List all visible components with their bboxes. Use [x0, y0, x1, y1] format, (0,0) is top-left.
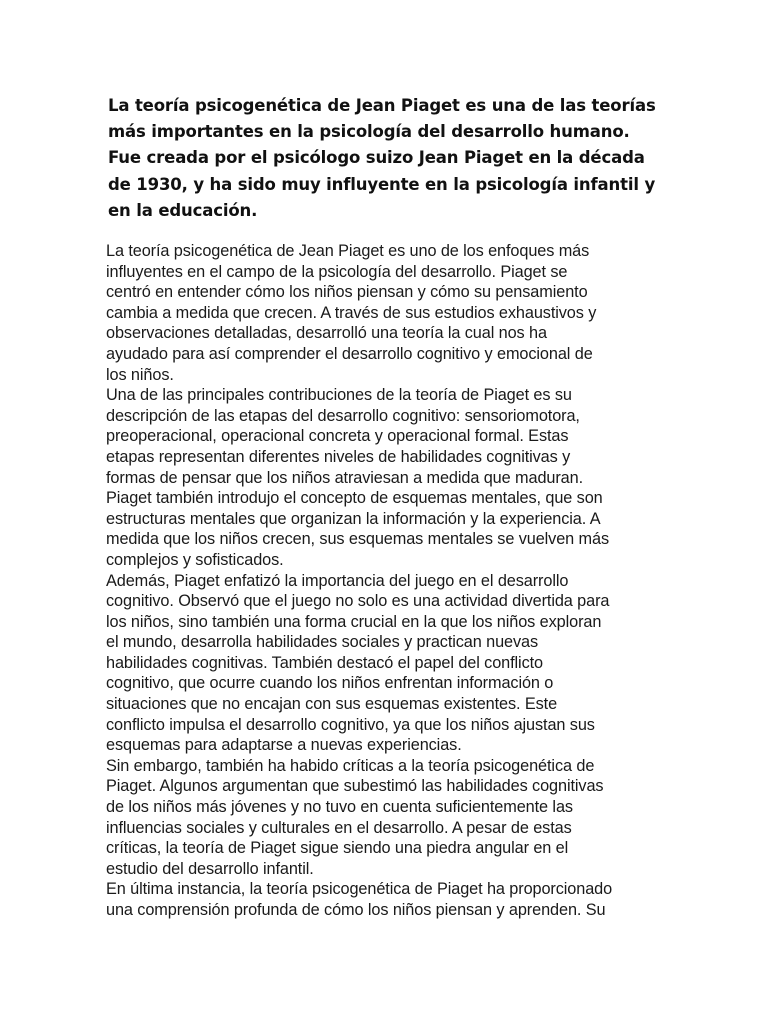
body-line: críticas, la teoría de Piaget sigue siendo una piedra angular en el — [106, 839, 569, 858]
body-line: el mundo, desarrolla habilidades sociales y practican nuevas — [106, 633, 539, 652]
body-line: cognitivo, que ocurre cuando los niños enfrentan información o — [106, 674, 554, 693]
body-line: Una de las principales contribuciones de la teoría de Piaget es su — [106, 386, 572, 405]
body-line: estructuras mentales que organizan la información y la experiencia. A — [106, 509, 601, 528]
body-line: Piaget. Algunos argumentan que subestimó las habilidades cognitivas — [106, 777, 604, 796]
intro-line: de 1930, y ha sido muy influyente en la psicología infantil y — [108, 174, 656, 194]
intro-heading — [108, 93, 668, 224]
body-line: los niños, sino también una forma crucial en la que los niños exploran — [106, 612, 602, 631]
body-line: observaciones detalladas, desarrolló una teoría la cual nos ha — [106, 324, 547, 343]
body-line: cognitivo. Observó que el juego no solo es una actividad divertida para — [106, 592, 610, 611]
body-line: etapas representan diferentes niveles de habilidades cognitivas y — [106, 447, 571, 466]
body-line: habilidades cognitivas. También destacó el papel del conflicto — [106, 653, 543, 672]
body-line: complejos y sofisticados. — [106, 550, 284, 569]
body-line: conflicto impulsa el desarrollo cognitivo, ya que los niños ajustan sus — [106, 715, 595, 734]
intro-line: La teoría psicogenética de Jean Piaget es una de las teorías — [108, 96, 656, 115]
body-line: medida que los niños crecen, sus esquemas mentales se vuelven más — [106, 530, 610, 549]
body-line: centró en entender cómo los niños piensan y cómo su pensamiento — [106, 283, 588, 302]
body-line: cambia a medida que crecen. A través de sus estudios exhaustivos y — [106, 303, 597, 322]
body-line: una comprensión profunda de cómo los niños piensan y aprenden. Su — [106, 901, 606, 919]
body-line: La teoría psicogenética de Jean Piaget es uno de los enfoques más — [106, 242, 590, 260]
intro-line: más importantes en la psicología del desarrollo humano. — [108, 122, 630, 142]
intro-line: Fue creada por el psicólogo suizo Jean Piaget en la década — [108, 148, 645, 168]
body-line: los niños. — [106, 365, 174, 384]
body-line: ayudado para así comprender el desarrollo cognitivo y emocional de — [106, 344, 593, 363]
body-line: situaciones que no encajan con sus esquemas existentes. Este — [106, 695, 558, 714]
body-line: Además, Piaget enfatizó la importancia del juego en el desarrollo — [106, 571, 569, 590]
body-line: Piaget también introdujo el concepto de esquemas mentales, que son — [106, 489, 603, 508]
body-line: descripción de las etapas del desarrollo cognitivo: sensoriomotora, — [106, 406, 580, 425]
body-line: formas de pensar que los niños atraviesan a medida que maduran. — [106, 468, 584, 487]
body-line: de los niños más jóvenes y no tuvo en cuenta suficientemente las — [106, 798, 573, 817]
body-line: estudio del desarrollo infantil. — [106, 859, 314, 878]
body-line: influyentes en el campo de la psicología del desarrollo. Piaget se — [106, 262, 568, 281]
body-line: Sin embargo, también ha habido críticas a la teoría psicogenética de — [106, 756, 595, 775]
intro-line: en la educación. — [108, 200, 258, 220]
body-line: influencias sociales y culturales en el desarrollo. A pesar de estas — [106, 818, 572, 837]
body-line: esquemas para adaptarse a nuevas experiencias. — [106, 736, 462, 755]
body-text — [106, 241, 676, 921]
body-line: preoperacional, operacional concreta y operacional formal. Estas — [106, 427, 569, 446]
body-line: En última instancia, la teoría psicogenética de Piaget ha proporcionado — [106, 880, 613, 899]
